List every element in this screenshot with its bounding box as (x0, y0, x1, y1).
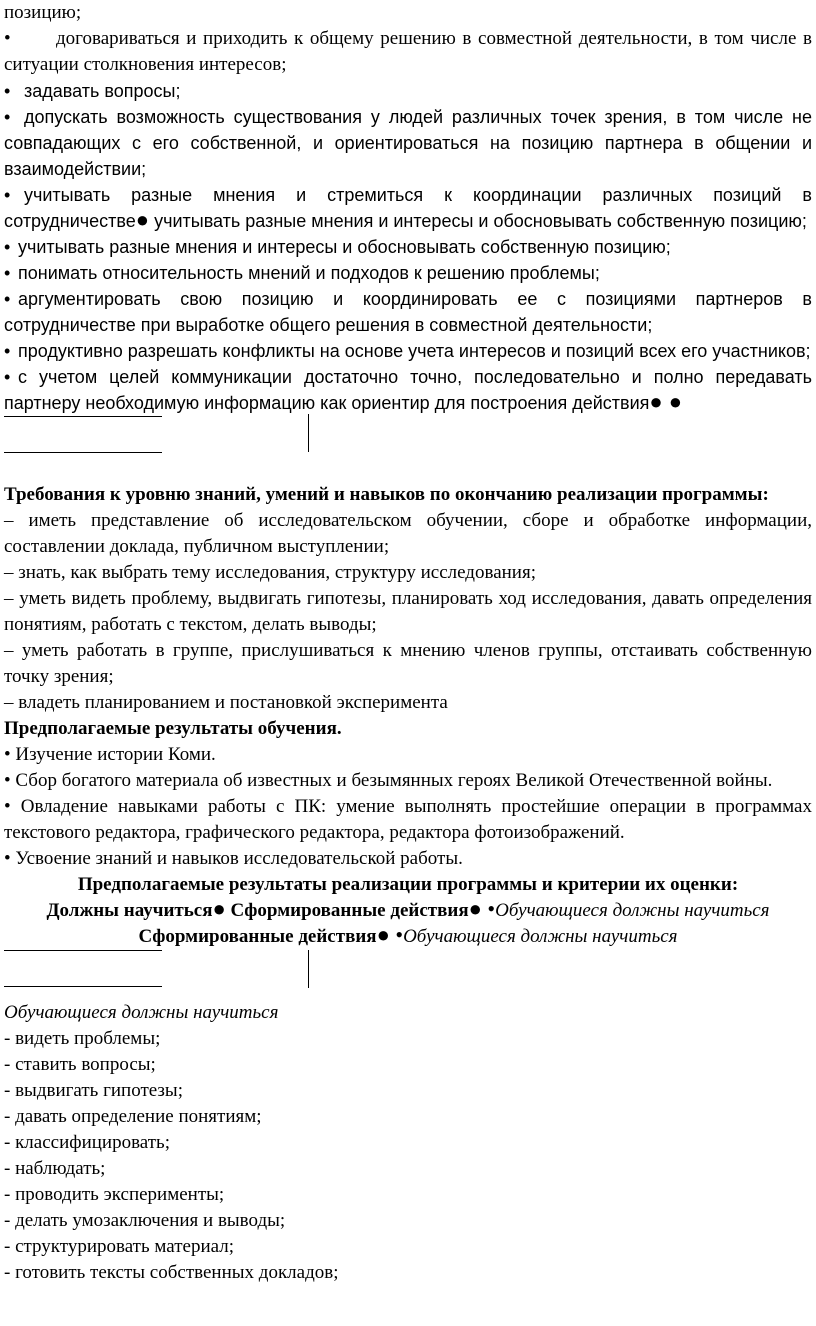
bullet-dots-icon: ● ● (649, 389, 683, 414)
bullet-icon: • (4, 81, 11, 101)
divider (4, 416, 162, 417)
criteria-line (4, 898, 812, 924)
list-item: – знать, как выбрать тему исследования, структуру исследования; (4, 562, 536, 583)
criteria-label: Должны научиться (46, 900, 213, 921)
document-page (4, 0, 812, 1286)
divider (308, 414, 309, 452)
criteria-label: Сформированные действия (138, 926, 377, 947)
list-item (4, 234, 812, 260)
list-item-text: учитывать разные мнения и стремиться к координации различных позиций в сотрудничестве (4, 185, 812, 231)
list-item (4, 78, 812, 104)
list-item-text: договариваться и приходить к общему решению в совместной деятельности, в том числе в ситуации столкновения интересов; (4, 28, 812, 75)
list-item: • Сбор богатого материала об известных и безымянных героях Великой Отечественной войны. (4, 770, 773, 791)
list-item: – владеть планированием и постановкой эксперимента (4, 692, 448, 713)
list-item-text: учитывать разные мнения и интересы и обосновывать собственную позицию; (149, 211, 807, 231)
list-item-text: аргументировать свою позицию и координировать ее с позициями партнеров в сотрудничестве при выработке общего решения в совместной деятельности; (4, 289, 812, 335)
list-item: • Овладение навыками работы с ПК: умение выполнять простейшие операции в программах текстового редактора, графического редактора, редактора фотоизображений. (4, 796, 812, 843)
divider (4, 986, 162, 987)
list-item: – уметь видеть проблему, выдвигать гипотезы, планировать ход исследования, давать определения понятиям, работать с текстом, делать выводы; (4, 588, 812, 635)
bullet-dot-icon: ● (135, 207, 150, 232)
list-item: - проводить эксперименты; (4, 1184, 225, 1205)
divider (4, 452, 162, 453)
bullet-icon: • (4, 107, 11, 127)
divider (4, 950, 162, 951)
list-item: - классифицировать; (4, 1132, 170, 1153)
bullet-icon: • (4, 28, 11, 49)
criteria-label: Обучающиеся должны научиться (495, 900, 770, 921)
list-item: – иметь представление об исследовательском обучении, сборе и обработке информации, составлении доклада, публичном выступлении; (4, 510, 812, 557)
bullet-icon: • (4, 367, 11, 387)
list-item-text: понимать относительность мнений и подходов к решению проблемы; (18, 263, 600, 283)
section-heading: Предполагаемые результаты обучения. (4, 718, 342, 739)
list-item (4, 364, 812, 416)
list-item: - выдвигать гипотезы; (4, 1080, 183, 1101)
bullet-dots-icon: ● • (468, 896, 496, 921)
section-heading: Предполагаемые результаты реализации программы и критерии их оценки: (77, 874, 739, 895)
list-item: - видеть проблемы; (4, 1028, 161, 1049)
section-heading: Обучающиеся должны научиться (4, 1002, 279, 1023)
list-item: • Усвоение знаний и навыков исследовательской работы. (4, 848, 463, 869)
list-item: - ставить вопросы; (4, 1054, 156, 1075)
divider (308, 950, 309, 988)
list-item (4, 104, 812, 182)
criteria-label: Обучающиеся должны научиться (403, 926, 678, 947)
list-item (4, 260, 812, 286)
list-item: - давать определение понятиям; (4, 1106, 262, 1127)
list-item-text: задавать вопросы; (24, 81, 181, 101)
criteria-label: Сформированные действия (225, 900, 469, 921)
bullet-icon: • (4, 263, 11, 283)
section-heading: Требования к уровню знаний, умений и навыков по окончанию реализации программы: (4, 484, 769, 505)
separator-block (4, 950, 812, 996)
bullet-icon: • (4, 185, 11, 205)
bullet-icon: • (4, 341, 11, 361)
list-item-text: учитывать разные мнения и интересы и обосновывать собственную позицию; (18, 237, 671, 257)
criteria-line (4, 924, 812, 950)
list-item (4, 26, 812, 78)
list-item (4, 286, 812, 338)
bullet-dot-icon: ● (212, 896, 226, 921)
list-item-text: продуктивно разрешать конфликты на основе учета интересов и позиций всех его участников; (18, 341, 811, 361)
list-item: - готовить тексты собственных докладов; (4, 1262, 339, 1283)
list-item (4, 338, 812, 364)
bullet-dots-icon: ● • (376, 922, 404, 947)
list-item: • Изучение истории Коми. (4, 744, 216, 765)
list-item-text: с учетом целей коммуникации достаточно точно, последовательно и полно передавать партнеру необходимую информацию как ориентир для построения действия (4, 367, 812, 413)
bullet-icon: • (4, 289, 11, 309)
lead-text: позицию; (4, 2, 82, 23)
list-item: - наблюдать; (4, 1158, 106, 1179)
list-item (4, 182, 812, 234)
list-item: - структурировать материал; (4, 1236, 234, 1257)
bullet-icon: • (4, 237, 11, 257)
list-item: - делать умозаключения и выводы; (4, 1210, 286, 1231)
separator-block (4, 416, 812, 482)
list-item: – уметь работать в группе, прислушиваться к мнению членов группы, отстаивать собственную точку зрения; (4, 640, 812, 687)
list-item-text: допускать возможность существования у людей различных точек зрения, в том числе не совпадающих с его собственной, и ориентироваться на позицию партнера в общении и взаимодействии; (4, 107, 812, 179)
